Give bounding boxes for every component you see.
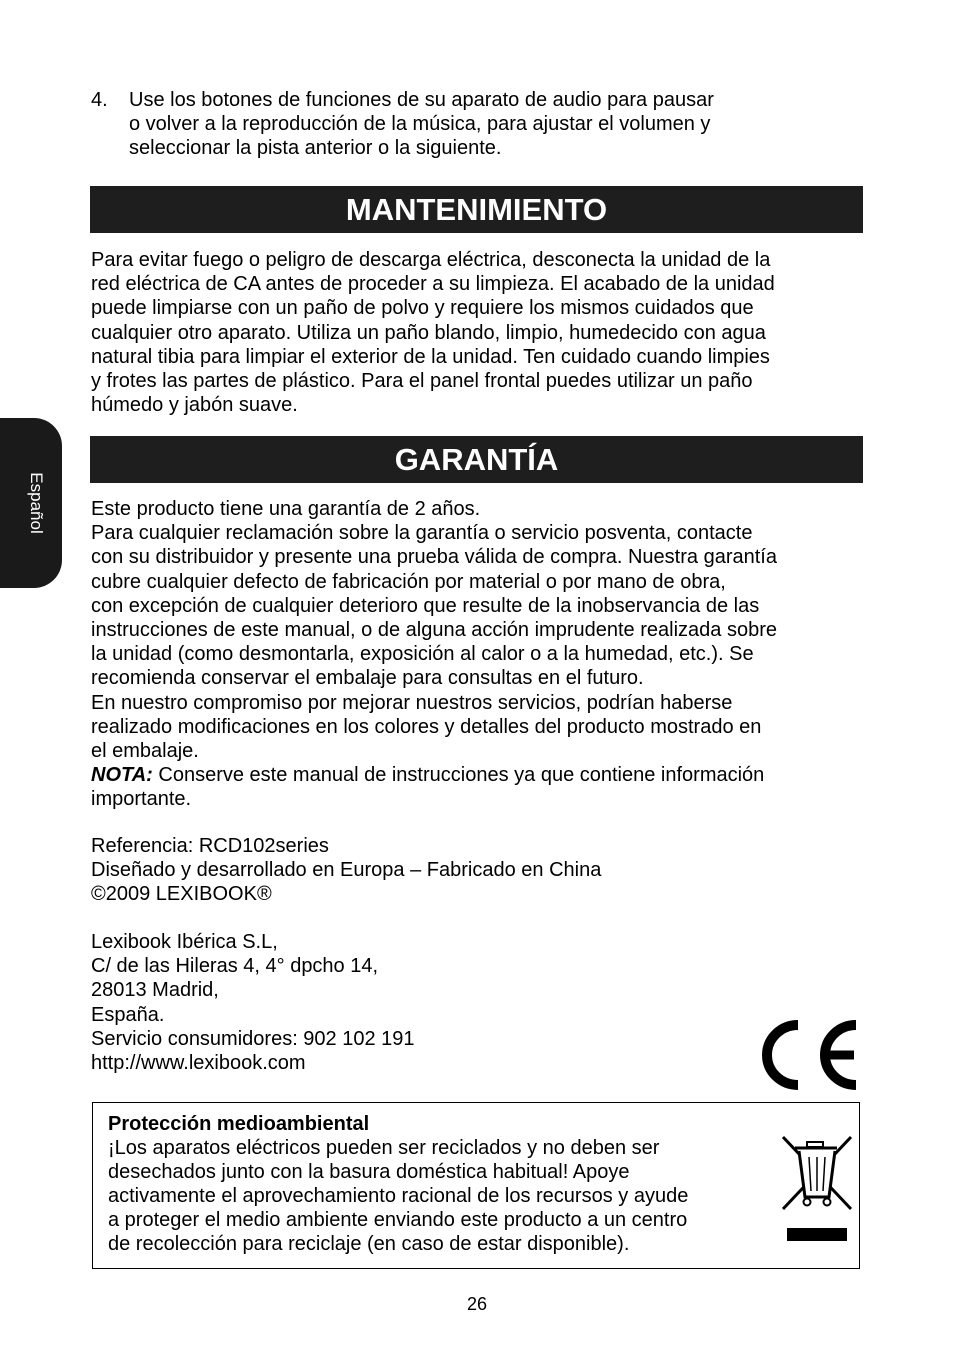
reference-origin: Diseñado y desarrollado en Europa – Fabricado en China — [91, 859, 602, 882]
text-line: el embalaje. — [91, 740, 199, 763]
copyright: ©2009 LEXIBOOK® — [91, 883, 272, 906]
address-country: España. — [91, 1003, 165, 1026]
maintenance-heading: MANTENIMIENTO — [90, 186, 863, 233]
text-line: y frotes las partes de plástico. Para el panel frontal puedes utilizar un paño — [91, 370, 753, 393]
warranty-heading: GARANTÍA — [90, 436, 863, 483]
text-line: puede limpiarse con un paño de polvo y requiere los mismos cuidados que — [91, 297, 754, 320]
text-line: Este producto tiene una garantía de 2 años. — [91, 498, 481, 520]
language-tab-label: Español — [27, 472, 46, 534]
text-line: a proteger el medio ambiente enviando este producto a un centro — [108, 1209, 688, 1231]
text-line: instrucciones de este manual, o de alguna acción imprudente realizada sobre — [91, 619, 777, 642]
service-phone: Servicio consumidores: 902 102 191 — [91, 1027, 415, 1050]
text-line: red eléctrica de CA antes de proceder a su limpieza. El acabado de la unidad — [91, 273, 775, 296]
note-label: NOTA: — [91, 764, 153, 787]
text-line: cualquier otro aparato. Utiliza un paño blando, limpio, humedecido con agua — [91, 321, 766, 344]
address-street: C/ de las Hileras 4, 4° dpcho 14, — [91, 955, 379, 978]
text-line: realizado modificaciones en los colores y detalles del producto mostrado en — [91, 715, 762, 738]
environment-text — [108, 1112, 768, 1256]
text-line: En nuestro compromiso por mejorar nuestros servicios, podrían haberse — [91, 691, 733, 714]
warranty-paragraph — [91, 497, 866, 812]
text-line: ¡Los aparatos eléctricos pueden ser reciclados y no deben ser — [108, 1137, 660, 1159]
note-text: Conserve este manual de instrucciones ya que contiene información — [152, 764, 765, 787]
text-line: con excepción de cualquier deterioro que resulte de la inobservancia de las — [91, 594, 760, 617]
note-line — [91, 763, 866, 787]
text-line: la unidad (como desmontarla, exposición al calor o a la humedad, etc.). Se — [91, 643, 754, 666]
text-line: activamente el aprovechamiento racional de los recursos y ayude — [108, 1185, 689, 1207]
text-line: cubre cualquier defecto de fabricación por material o por mano de obra, — [91, 570, 726, 593]
reference-model: Referencia: RCD102series — [91, 835, 329, 857]
crossed-bin-icon — [781, 1133, 853, 1245]
step-line: Use los botones de funciones de su aparato de audio para pausar — [129, 89, 714, 111]
address-block — [91, 930, 415, 1075]
text-line: de recolección para reciclaje (en caso de estar disponible). — [108, 1233, 630, 1255]
reference-block — [91, 834, 601, 907]
page-number: 26 — [466, 1294, 488, 1314]
website-link[interactable]: http://www.lexibook.com — [91, 1052, 306, 1075]
text-line: recomienda conservar el embalaje para consultas en el futuro. — [91, 667, 644, 690]
step-text — [129, 88, 811, 160]
text-line: natural tibia para limpiar el exterior de la unidad. Ten cuidado cuando limpies — [91, 345, 770, 368]
text-line: Para evitar fuego o peligro de descarga eléctrica, desconecta la unidad de la — [91, 249, 771, 271]
company-name: Lexibook Ibérica S.L, — [91, 931, 278, 953]
text-line: húmedo y jabón suave. — [91, 394, 298, 417]
text-line: con su distribuidor y presente una prueba válida de compra. Nuestra garantía — [91, 546, 777, 569]
step-line: seleccionar la pista anterior o la siguiente. — [129, 137, 502, 159]
ce-mark-icon — [752, 1016, 862, 1094]
environment-title: Protección medioambiental — [108, 1113, 370, 1135]
step-line: o volver a la reproducción de la música, para ajustar el volumen y — [129, 113, 711, 135]
address-city: 28013 Madrid, — [91, 979, 219, 1002]
step-number: 4. — [91, 89, 108, 111]
text-line: Para cualquier reclamación sobre la garantía o servicio posventa, contacte — [91, 522, 753, 545]
text-line: desechados junto con la basura doméstica habitual! Apoye — [108, 1161, 630, 1183]
text-line: importante. — [91, 788, 192, 811]
step-4 — [91, 88, 811, 160]
maintenance-paragraph — [91, 248, 866, 417]
environment-box — [92, 1102, 860, 1269]
